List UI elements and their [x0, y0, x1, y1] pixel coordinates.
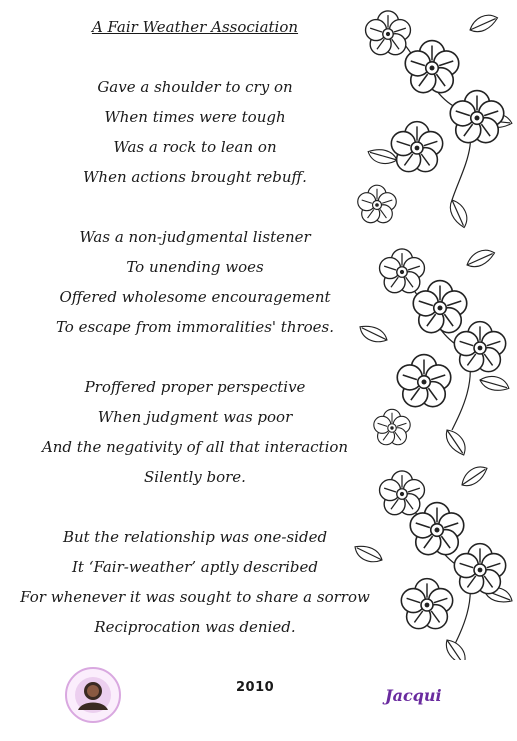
poem-line: Gave a shoulder to cry on	[97, 78, 293, 96]
poem-line: And the negativity of all that interaction	[41, 438, 349, 456]
stanza-1	[0, 72, 390, 192]
poem-line: Was a rock to lean on	[113, 138, 277, 156]
poem-line: To escape from immoralities' throes.	[55, 318, 335, 336]
poem-line: Was a non-judgmental listener	[79, 228, 311, 246]
poem-line: It ‘Fair-weather’ aptly described	[71, 558, 319, 576]
poem-line: When times were tough	[104, 108, 286, 126]
poem-title: A Fair Weather Association	[91, 18, 299, 36]
floral-border-icon	[352, 0, 517, 660]
portrait-logo-icon	[64, 666, 122, 724]
poem-line: For whenever it was sought to share a sorrow	[20, 588, 370, 606]
poem-line: But the relationship was one-sided	[62, 528, 328, 546]
poem-line: To unending woes	[126, 258, 264, 276]
stanza-3	[0, 372, 390, 492]
poem-line: When actions brought rebuff.	[83, 168, 307, 186]
poem	[0, 18, 390, 672]
poem-line: Offered wholesome encouragement	[59, 288, 331, 306]
poem-line: Reciprocation was denied.	[94, 618, 296, 636]
author-signature: Jacqui	[385, 686, 442, 705]
stanza-2	[0, 222, 390, 342]
year-label: 2010	[236, 680, 275, 695]
poem-line: Proffered proper perspective	[84, 378, 306, 396]
poem-line: Silently bore.	[144, 468, 246, 486]
stanza-4	[0, 522, 390, 642]
poem-line: When judgment was poor	[97, 408, 293, 426]
